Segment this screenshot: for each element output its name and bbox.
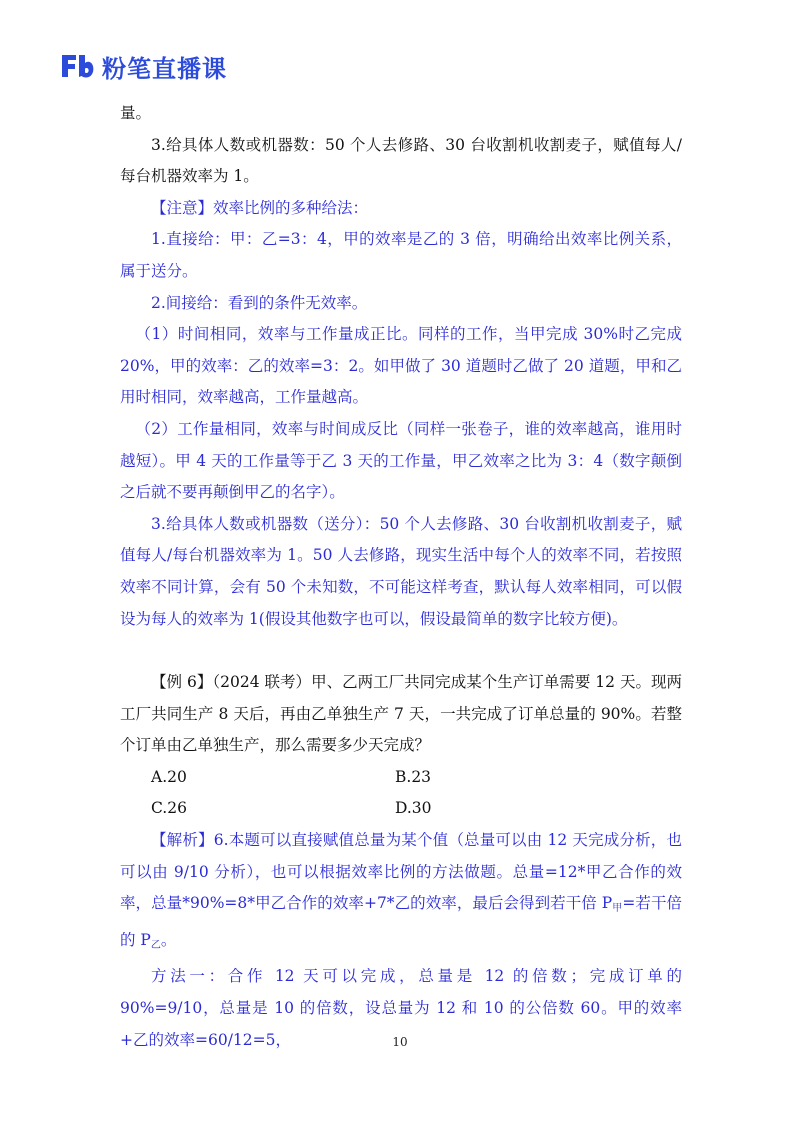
paragraph-point-3: 3.给具体人数或机器数：50 个人去修路、30 台收割机收割麦子，赋值每人/每台机器效率为 1。 <box>120 135 682 186</box>
subscript-yi: 乙 <box>150 939 161 951</box>
option-b: B.23 <box>395 767 432 786</box>
option-c: C.26 <box>151 799 187 818</box>
document-body <box>120 98 682 1056</box>
logo-text: 粉笔直播课 <box>102 54 227 83</box>
paragraph-continuation: 量。 <box>120 104 152 122</box>
analysis-main: 【解析】6.本题可以直接赋值总量为某个值（总量可以由 12 天完成分析，也可以由 9/10 分析），也可以根据效率比例的方法做题。总量=12*甲乙合作的效率，总量*90%=8*甲乙合作的效率+7*乙的效率，最后会得到若干倍 P <box>120 831 682 913</box>
analysis-end: 。 <box>160 930 177 949</box>
option-d: D.30 <box>395 799 432 818</box>
note-item-2a: （1）时间相同，效率与工作量成正比。同样的工作，当甲完成 30%时乙完成 20%，甲的效率：乙的效率=3：2。如甲做了 30 道题时乙做了 20 道题，甲和乙用时相同，效率越高，工作量越高。 <box>120 325 682 407</box>
spacer <box>120 635 682 667</box>
note-title: 【注意】效率比例的多种给法： <box>151 198 369 217</box>
note-item-2: 2.间接给：看到的条件无效率。 <box>151 293 368 312</box>
subscript-jia: 甲 <box>612 903 623 915</box>
analysis-paragraph <box>120 825 682 961</box>
page-number: 10 <box>392 1035 408 1049</box>
option-a: A.20 <box>151 767 187 786</box>
options-row-1 <box>120 762 682 794</box>
options-row-2 <box>120 793 682 825</box>
fb-logo-icon <box>60 51 96 81</box>
note-item-2b: （2）工作量相同，效率与时间成反比（同样一张卷子，谁的效率越高，谁用时越短）。甲 4 天的工作量等于乙 3 天的工作量，甲乙效率之比为 3：4（数字颠倒之后就不要再颠倒甲乙的名字）。 <box>120 419 682 502</box>
brand-logo <box>60 50 227 82</box>
note-item-1: 1.直接给：甲：乙=3：4，甲的效率是乙的 3 倍，明确给出效率比例关系，属于送分。 <box>120 230 682 280</box>
note-item-3: 3.给具体人数或机器数（送分）：50 个人去修路、30 台收割机收割麦子，赋值每人/每台机器效率为 1。50 人去修路，现实生活中每个人的效率不同，若按照效率不同计算，会有 50 个未知数，不可能这样考查，默认每人效率相同，可以假设为每人的效率为 1(假设其他数字也可以，假设最简单的数字比较方便)。 <box>120 514 682 628</box>
method-one: 方法一：合作 12 天可以完成，总量是 12 的倍数；完成订单的 90%=9/10，总量是 10 的倍数，设总量为 12 和 10 的公倍数 60。甲的效率+乙的效率=60/12=5， <box>120 967 682 1049</box>
example-question: 【例 6】（2024 联考）甲、乙两工厂共同完成某个生产订单需要 12 天。现两工厂共同生产 8 天后，再由乙单独生产 7 天，一共完成了订单总量的 90%。若整个订单由乙单独生产，那么需要多少天完成？ <box>120 673 682 755</box>
analysis-mid: =若干倍的 P <box>120 894 682 949</box>
